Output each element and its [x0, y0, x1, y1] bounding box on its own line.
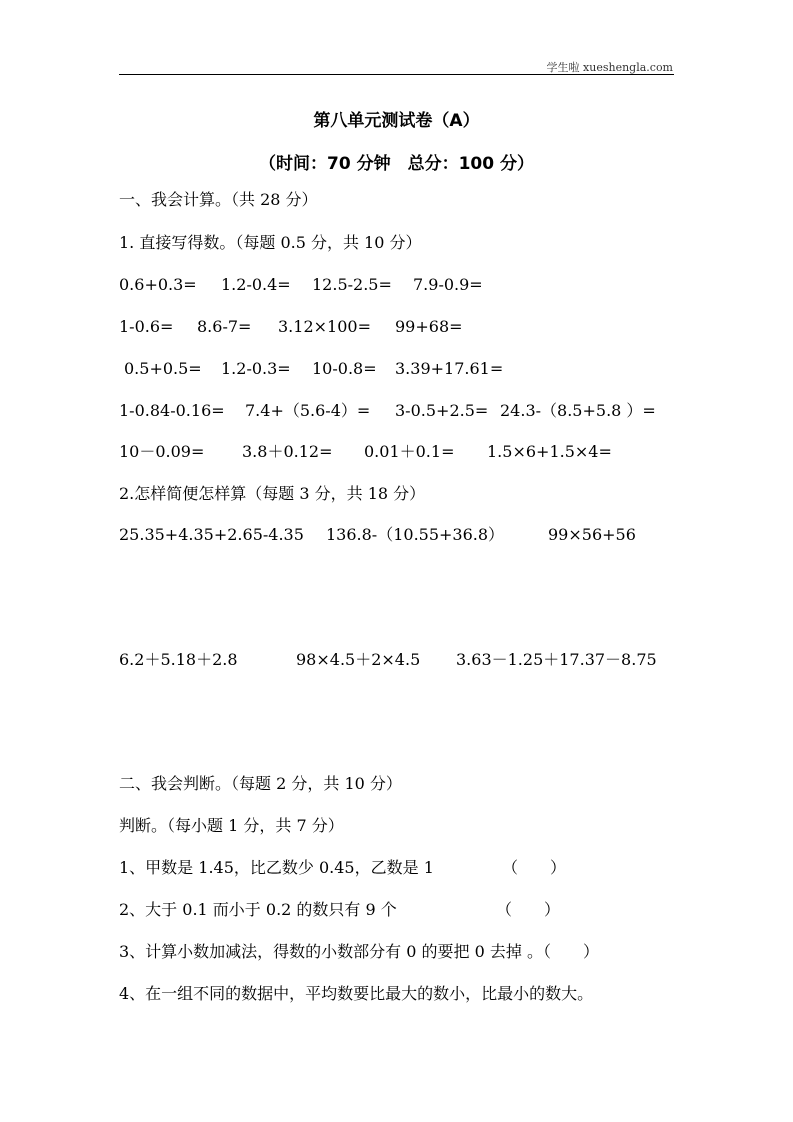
- judge-item-text: 1、甲数是 1.45，比乙数少 0.45，乙数是 1: [119, 858, 434, 877]
- q2-item: 6.2＋5.18＋2.8: [119, 650, 238, 669]
- q1-item: 1-0.6=: [119, 317, 174, 336]
- q1-item: 0.6+0.3=: [119, 275, 197, 294]
- q1-item: 10－0.09=: [119, 442, 205, 461]
- q2-item: 98×4.5＋2×4.5: [296, 650, 421, 669]
- q1-item: 7.4+（5.6-4）=: [245, 401, 371, 420]
- q1-item: 1-0.84-0.16=: [119, 401, 225, 420]
- judge-item-text: 3、计算小数加减法，得数的小数部分有 0 的要把 0 去掉 。（ ）: [119, 942, 599, 961]
- answer-blank[interactable]: （ ）: [496, 900, 561, 919]
- q2-item: 99×56+56: [548, 525, 636, 544]
- q2-item: 136.8-（10.55+36.8）: [326, 525, 505, 544]
- section2-heading: 二、我会判断。（每题 2 分，共 10 分）: [119, 774, 402, 793]
- q1-item: 0.01＋0.1=: [364, 442, 455, 461]
- q1-item: 3.39+17.61=: [395, 359, 504, 378]
- q2-heading: 2.怎样简便怎样算（每题 3 分，共 18 分）: [119, 484, 426, 503]
- q1-item: 1.2-0.4=: [221, 275, 291, 294]
- q1-item: 8.6-7=: [197, 317, 252, 336]
- q1-heading: 1. 直接写得数。（每题 0.5 分，共 10 分）: [119, 233, 422, 252]
- answer-blank[interactable]: （ ）: [502, 858, 567, 877]
- q1-item: 7.9-0.9=: [413, 275, 483, 294]
- q2-item: 25.35+4.35+2.65-4.35: [119, 525, 304, 544]
- judge-item-text: 4、在一组不同的数据中，平均数要比最大的数小，比最小的数大。: [119, 984, 594, 1003]
- q1-item: 0.5+0.5=: [124, 359, 202, 378]
- q1-item: 10-0.8=: [312, 359, 377, 378]
- q2-item: 3.63－1.25＋17.37－8.75: [456, 650, 657, 669]
- header-rule: [119, 74, 674, 75]
- q1-item: 3.12×100=: [278, 317, 371, 336]
- q1-item: 3.8＋0.12=: [242, 442, 333, 461]
- section2-subheading: 判断。（每小题 1 分，共 7 分）: [119, 816, 344, 835]
- q1-item: 1.5×6+1.5×4=: [487, 442, 612, 461]
- q1-item: 1.2-0.3=: [221, 359, 291, 378]
- header-site-label: 学生啦 xueshengla.com: [546, 61, 673, 74]
- q1-item: 24.3-（8.5+5.8 ）=: [500, 401, 656, 420]
- judge-item-text: 2、大于 0.1 而小于 0.2 的数只有 9 个: [119, 900, 397, 919]
- q1-item: 12.5-2.5=: [312, 275, 392, 294]
- section1-heading: 一、我会计算。（共 28 分）: [119, 190, 318, 209]
- page-subtitle: （时间：70 分钟 总分：100 分）: [259, 154, 534, 174]
- page-title: 第八单元测试卷（A）: [313, 111, 480, 131]
- q1-item: 3-0.5+2.5=: [395, 401, 489, 420]
- q1-item: 99+68=: [395, 317, 463, 336]
